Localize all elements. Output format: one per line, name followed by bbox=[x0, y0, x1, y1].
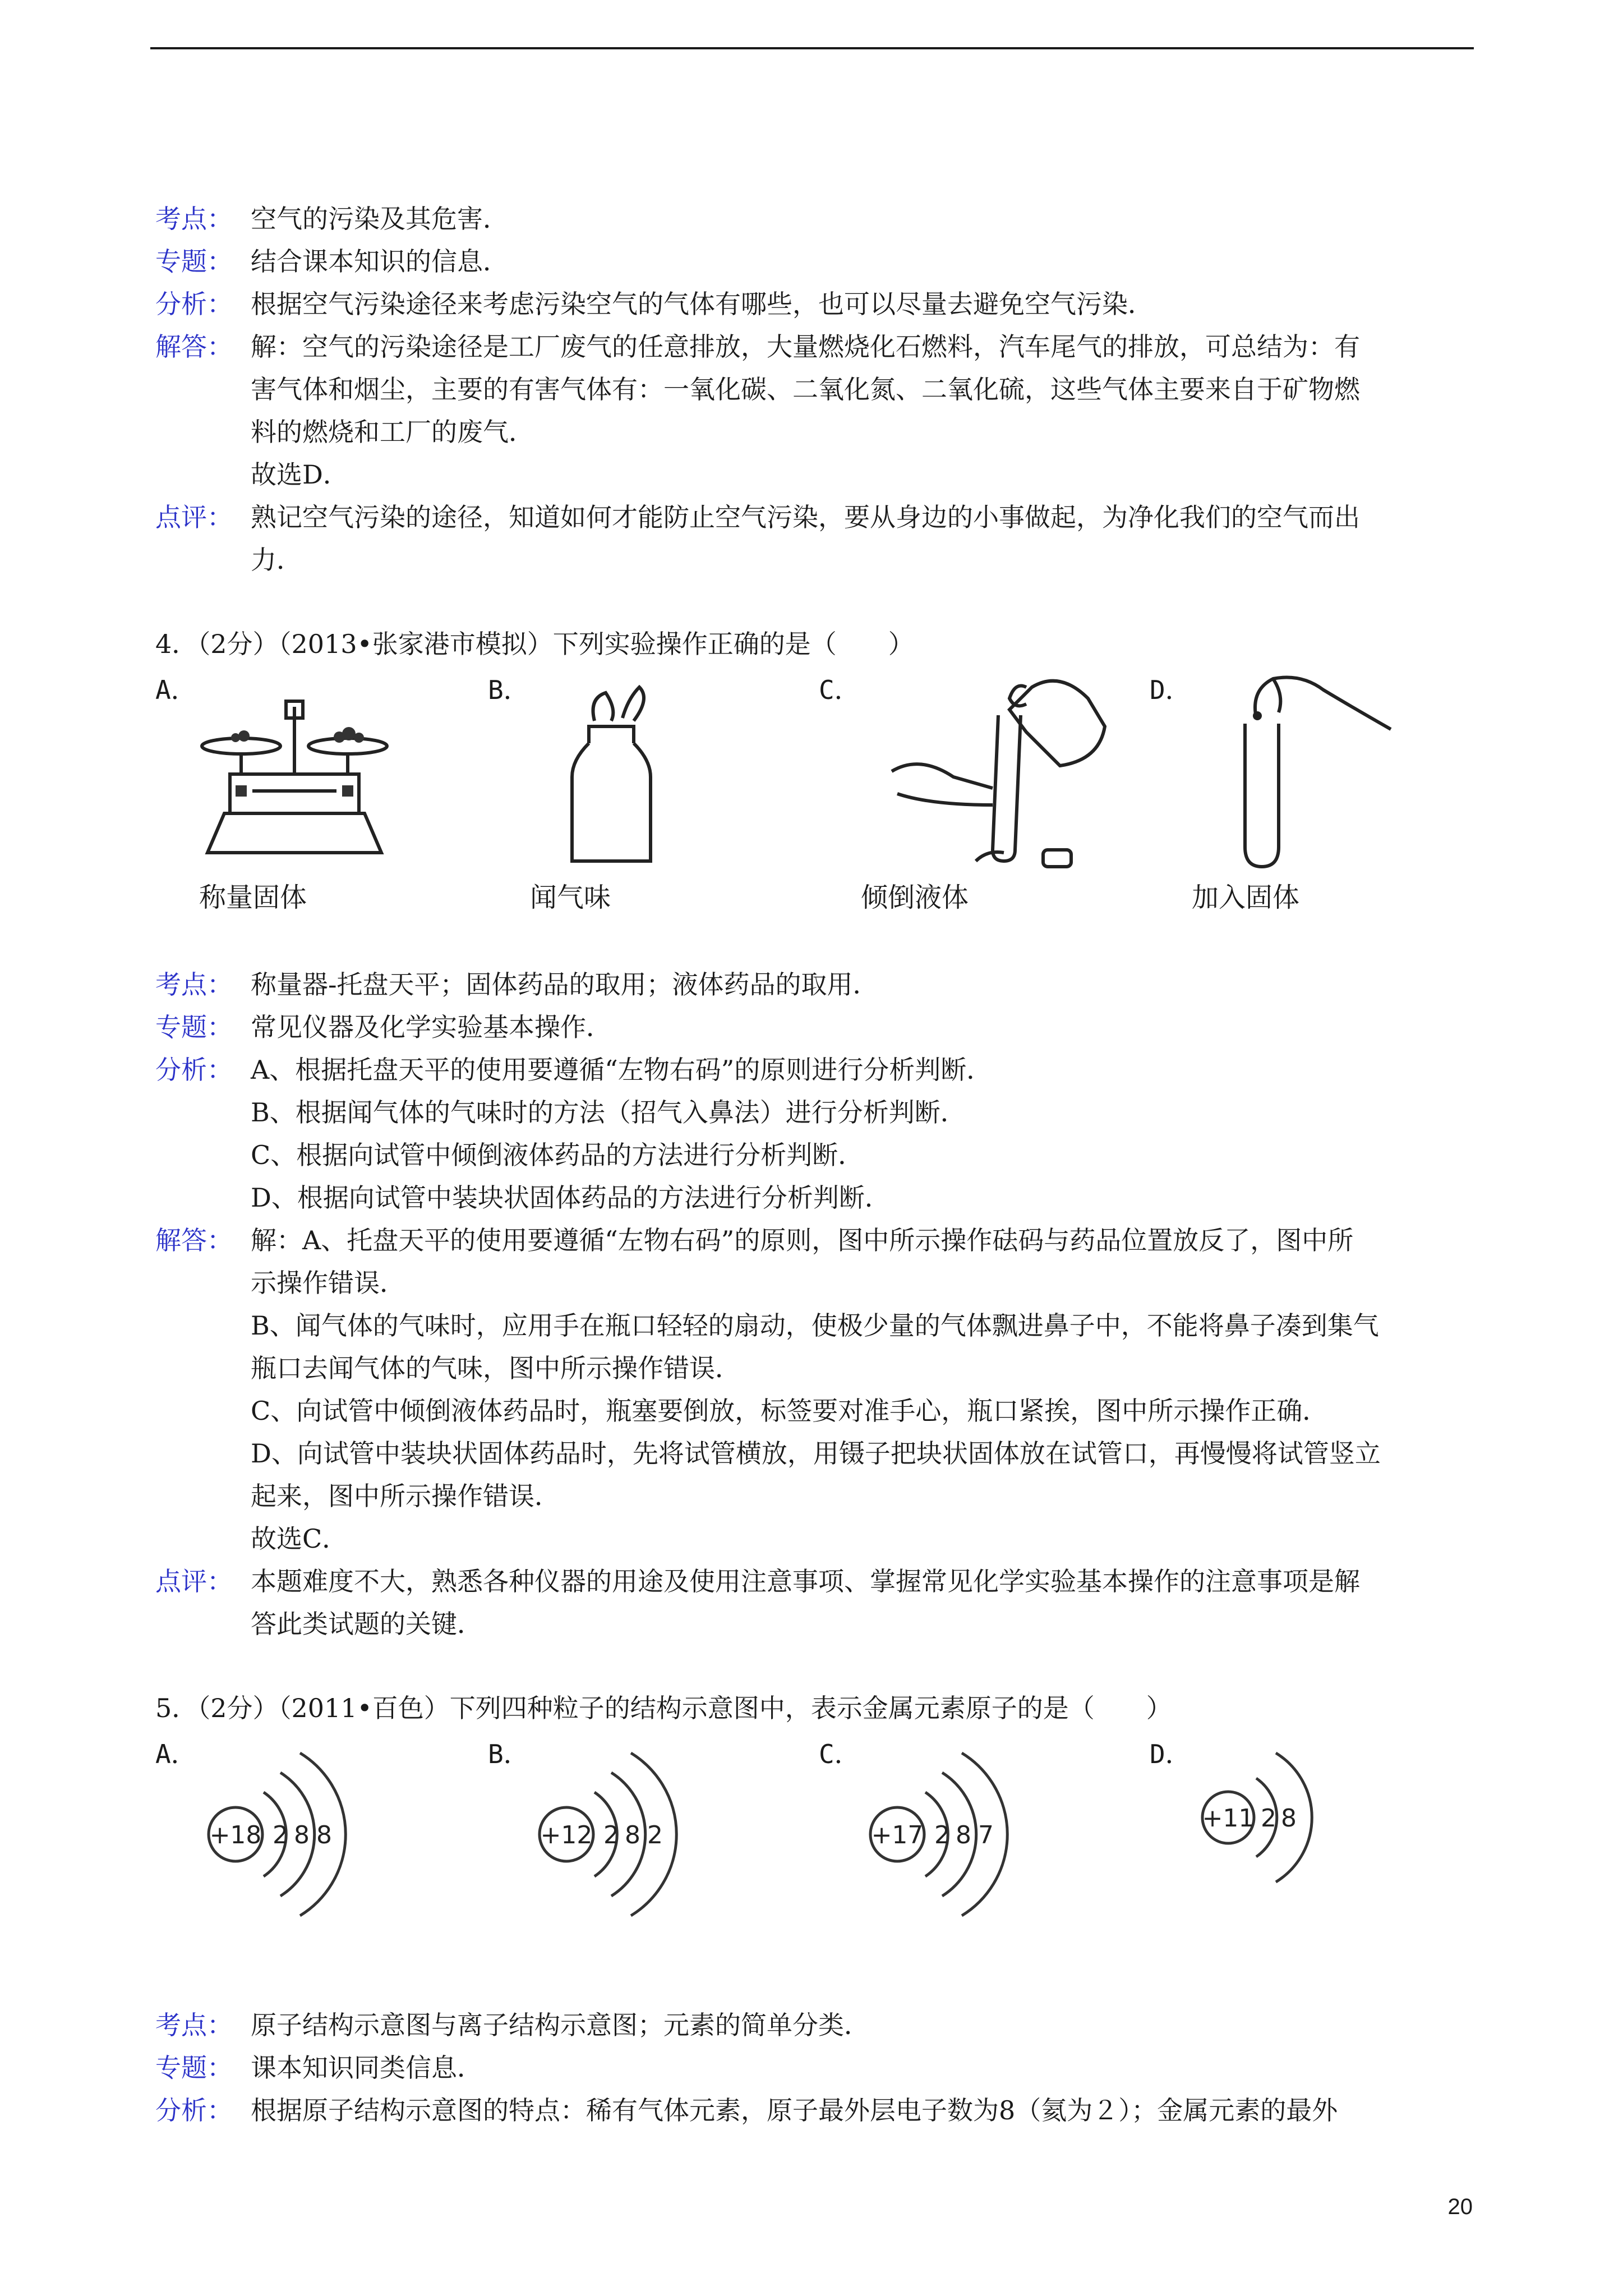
smell-bottle-figure bbox=[555, 676, 667, 867]
q3-dianping-line-1: 熟记空气污染的途径，知道如何才能防止空气污染，要从身边的小事做起，为净化我们的空气而出 bbox=[251, 502, 1360, 532]
atom-a-shell-2: 8 bbox=[294, 1821, 310, 1849]
atom-b-shell-2: 8 bbox=[625, 1821, 640, 1849]
q3-kaodian-label: 考点： bbox=[155, 204, 233, 234]
q5-option-b: B． bbox=[488, 1739, 529, 1769]
atom-c-shell-2: 8 bbox=[956, 1821, 971, 1849]
q4-stem: 4．（2分）（2013•张家港市模拟）下列实验操作正确的是（ ） bbox=[155, 629, 914, 659]
atom-a-shell-1: 2 bbox=[273, 1821, 288, 1849]
header-rule bbox=[150, 47, 1474, 49]
q4-fenxi-line-2: B、根据闻气体的气味时的方法（招气入鼻法）进行分析判断． bbox=[251, 1097, 966, 1128]
q3-zhuanti-text: 结合课本知识的信息． bbox=[251, 246, 509, 277]
q4-fenxi-line-3: C、根据向试管中倾倒液体药品的方法进行分析判断． bbox=[251, 1140, 864, 1170]
q4-fenxi-line-1: A、根据托盘天平的使用要遵循“左物右码”的原则进行分析判断． bbox=[251, 1055, 993, 1085]
q4-jieda-line-3: B、闻气体的气味时，应用手在瓶口轻轻的扇动，使极少量的气体飘进鼻子中，不能将鼻子凑到集气 bbox=[251, 1310, 1379, 1341]
q4-option-c: C． bbox=[819, 675, 860, 705]
q3-fenxi-text: 根据空气污染途径来考虑污染空气的气体有哪些，也可以尽量去避免空气污染． bbox=[251, 289, 1154, 319]
q4-jieda-line-1: 解：A、托盘天平的使用要遵循“左物右码”的原则，图中所示操作砝码与药品位置放反了，图中所 bbox=[251, 1225, 1354, 1255]
q4-jieda-line-5: C、向试管中倾倒液体药品时，瓶塞要倒放，标签要对准手心，瓶口紧挨，图中所示操作正确． bbox=[251, 1396, 1329, 1426]
q3-jieda-line-2: 害气体和烟尘，主要的有害气体有：一氧化碳、二氧化氮、二氧化硫，这些气体主要来自于矿物燃 bbox=[251, 374, 1360, 404]
q5-option-c: C． bbox=[819, 1739, 860, 1769]
q4-kaodian-label: 考点： bbox=[155, 969, 233, 1000]
q4-zhuanti-text: 常见仪器及化学实验基本操作． bbox=[251, 1012, 612, 1042]
q5-zhuanti-label: 专题： bbox=[155, 2053, 233, 2083]
atom-c-shell-1: 2 bbox=[934, 1821, 950, 1849]
atom-a-shell-3: 8 bbox=[316, 1821, 332, 1849]
atom-diagram-c bbox=[864, 1733, 1043, 1924]
atom-c-nucleus: +17 bbox=[871, 1821, 924, 1849]
q3-jieda-label: 解答： bbox=[155, 332, 233, 362]
pour-liquid-figure bbox=[875, 670, 1110, 878]
q3-jieda-line-1: 解：空气的污染途径是工厂废气的任意排放，大量燃烧化石燃料，汽车尾气的排放，可总结为：有 bbox=[251, 332, 1360, 362]
q3-dianping-label: 点评： bbox=[155, 502, 233, 532]
q5-stem: 5．（2分）（2011•百色）下列四种粒子的结构示意图中，表示金属元素原子的是（ ） bbox=[155, 1693, 1172, 1723]
q5-kaodian-text: 原子结构示意图与离子结构示意图；元素的简单分类． bbox=[251, 2010, 870, 2040]
q4-dianping-line-1: 本题难度不大，熟悉各种仪器的用途及使用注意事项、掌握常见化学实验基本操作的注意事项是解 bbox=[251, 1566, 1360, 1596]
atom-diagram-d bbox=[1195, 1728, 1374, 1907]
q4-zhuanti-label: 专题： bbox=[155, 1012, 233, 1042]
atom-a-nucleus: +18 bbox=[209, 1821, 262, 1849]
q4-caption-b: 闻气味 bbox=[530, 882, 611, 913]
q4-caption-c: 倾倒液体 bbox=[861, 882, 969, 913]
atom-b-nucleus: +12 bbox=[540, 1821, 593, 1849]
q4-dianping-label: 点评： bbox=[155, 1566, 233, 1596]
atom-d-shell-2: 8 bbox=[1281, 1804, 1297, 1833]
q4-jieda-line-6: D、向试管中装块状固体药品时，先将试管横放，用镊子把块状固体放在试管口，再慢慢将试管竖立 bbox=[251, 1438, 1381, 1469]
q4-fenxi-line-4: D、根据向试管中装块状固体药品的方法进行分析判断． bbox=[251, 1182, 891, 1213]
q4-jieda-label: 解答： bbox=[155, 1225, 233, 1255]
q4-dianping-line-2: 答此类试题的关键． bbox=[251, 1609, 483, 1639]
q3-zhuanti-label: 专题： bbox=[155, 246, 233, 277]
atom-d-shell-1: 2 bbox=[1261, 1804, 1276, 1833]
q4-jieda-line-4: 瓶口去闻气体的气味，图中所示操作错误． bbox=[251, 1353, 741, 1383]
q5-zhuanti-text: 课本知识同类信息． bbox=[251, 2053, 483, 2083]
q4-fenxi-label: 分析： bbox=[155, 1055, 233, 1085]
atom-b-shell-1: 2 bbox=[603, 1821, 619, 1849]
q3-dianping-line-2: 力． bbox=[251, 545, 302, 575]
q5-fenxi-label: 分析： bbox=[155, 2095, 233, 2125]
atom-c-shell-3: 7 bbox=[978, 1821, 994, 1849]
balance-scale-figure bbox=[196, 684, 398, 864]
add-solid-figure bbox=[1223, 668, 1402, 875]
q5-kaodian-label: 考点： bbox=[155, 2010, 233, 2040]
q5-option-a: A． bbox=[155, 1739, 197, 1769]
q3-fenxi-label: 分析： bbox=[155, 289, 233, 319]
q4-option-d: D． bbox=[1150, 675, 1191, 705]
q4-jieda-line-2: 示操作错误． bbox=[251, 1268, 405, 1298]
q4-kaodian-text: 称量器-托盘天平；固体药品的取用；液体药品的取用． bbox=[251, 969, 879, 1000]
page-number: 20 bbox=[1447, 2194, 1473, 2219]
q3-jieda-line-4: 故选D． bbox=[251, 459, 349, 490]
q4-option-b: B． bbox=[488, 675, 529, 705]
atom-d-nucleus: +11 bbox=[1202, 1804, 1255, 1833]
atom-diagram-b bbox=[533, 1733, 712, 1924]
atom-diagram-a bbox=[202, 1733, 381, 1924]
q5-option-d: D． bbox=[1150, 1739, 1191, 1769]
q4-caption-d: 加入固体 bbox=[1192, 882, 1300, 913]
q3-jieda-line-3: 料的燃烧和工厂的废气． bbox=[251, 417, 534, 447]
q4-jieda-line-7: 起来，图中所示操作错误． bbox=[251, 1481, 560, 1511]
q4-option-a: A． bbox=[155, 675, 197, 705]
atom-b-shell-3: 2 bbox=[647, 1821, 663, 1849]
q4-caption-a: 称量固体 bbox=[199, 882, 307, 913]
q5-fenxi-text: 根据原子结构示意图的特点：稀有气体元素，原子最外层电子数为8（氦为２）；金属元素的最外 bbox=[251, 2095, 1338, 2125]
q3-kaodian-text: 空气的污染及其危害． bbox=[251, 204, 509, 234]
q4-jieda-line-8: 故选C． bbox=[251, 1524, 348, 1554]
